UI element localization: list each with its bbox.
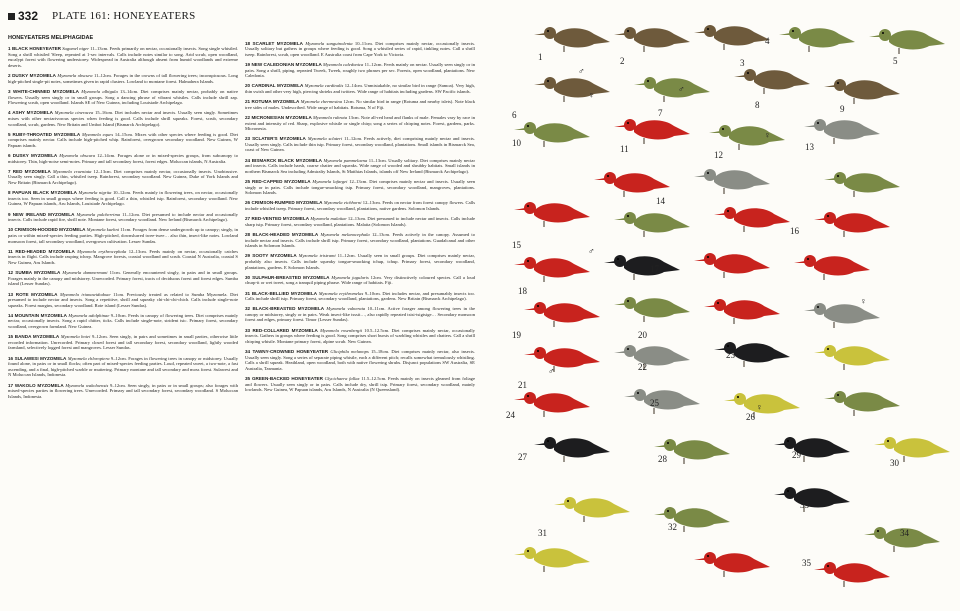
species-latin-name: Myzomela sanguinolenta — [303, 40, 355, 46]
plate-number-label: 24 — [506, 410, 515, 420]
species-description: 13–14cm. Diet comprises mainly nectar, probably on native flowers. Usually seen singly or in small groups. Song a dancing phrase of vibrant whistles. Calls include shrill zap. Flowering scrub, open woodland. Islands SE of New Guinea, including Louisiade Archipelago. — [8, 88, 238, 106]
species-latin-name: Myzomela kuehni — [85, 227, 121, 233]
bird-illustration — [774, 437, 850, 462]
bird-illustration — [814, 345, 890, 370]
species-entry — [8, 356, 238, 378]
species-name: 23 SCLATER'S MYZOMELA — [245, 136, 306, 142]
species-entry — [8, 334, 238, 351]
species-name: 32 BLACK-BREASTED MYZOMELA — [245, 306, 325, 312]
species-latin-name: Myzomela albigula — [78, 88, 121, 94]
species-description: 12–13cm. Feeds actively in the canopy. Assumed to include nectar and insects. Calls include shrill tsip. Primary forest, secondary woodland, plantations. Guadalcanal and other islands in Solomon Islands. — [245, 231, 476, 249]
species-name: 29 SOOTY MYZOMELA — [245, 253, 297, 259]
species-latin-name: Myzomela nigrita — [76, 190, 113, 196]
species-name: 10 CRIMSON-HOODED MYZOMELA — [8, 227, 86, 233]
plate-number-label: 31 — [538, 528, 547, 538]
species-name: 4 ASHY MYZOMELA — [8, 110, 53, 116]
species-latin-name: Myzomela tristrami — [296, 253, 338, 259]
species-description: 15–16cm. Diet includes nectar and insects. Usually seen singly. Sometimes mixes with other nectarivorous species when feeding is good. Calls include shrill squeaks. Forest, scrub, secondary woodland, scrub, gardens. New Britain and Umboi Island (Bismarck Archipelago). — [8, 110, 239, 127]
female-symbol: ♀ — [588, 90, 595, 100]
plate-number-label: 14 — [656, 196, 665, 206]
species-name: 21 ROTUMA MYZOMELA — [245, 99, 300, 105]
bird-illustration — [614, 212, 690, 237]
species-latin-name: Myzomela rosenbergii — [317, 327, 365, 333]
species-name: 15 BANDA MYZOMELA — [8, 334, 60, 340]
bird-plate-illustration — [500, 8, 952, 606]
species-entry — [245, 232, 475, 249]
species-latin-name: Myzomela melanocephala — [318, 231, 372, 237]
species-latin-name: Myzomela pulcherrima — [74, 211, 123, 217]
plate-number-label: 32 — [668, 522, 677, 532]
species-entry — [8, 227, 238, 244]
plate-number-label: 8 — [755, 100, 760, 110]
bird-illustration — [814, 212, 890, 237]
bird-illustration — [824, 172, 900, 197]
species-description: 12–13cm. Feeds mainly on nectar, occasionally catches insects in flight. Calls include rasping tchrrp. Mangrove forests, coastal woodland and scrub. Coastal N Australia, coastal S New Guinea, Aru Islands. — [8, 248, 238, 265]
species-entry — [8, 153, 238, 164]
bird-illustration — [704, 299, 780, 324]
species-list-right — [245, 41, 475, 393]
bird-illustration — [514, 392, 590, 417]
species-entry — [245, 291, 475, 302]
bird-illustration — [514, 122, 590, 147]
species-description: 11–12cm. Feeds mainly on nectar. Usually seen singly or in pairs. Song a shrill, piping, repeated Tweek, Tweek, roughly two phrases per sec. Forests, open woodland, plantations. New Caledonia. — [245, 61, 475, 79]
species-latin-name: Myzomela vulnerata — [324, 306, 368, 312]
species-name: 13 ROTE MYZOMELA — [8, 291, 58, 297]
species-entry — [8, 249, 238, 266]
bird-illustration — [554, 497, 630, 522]
species-entry — [8, 313, 238, 330]
bird-illustration — [824, 391, 900, 416]
species-entry — [245, 376, 475, 393]
species-name: 35 GREEN-BACKED HONEYEATER — [245, 376, 323, 381]
species-latin-name: Myzomela boiei — [59, 334, 92, 340]
species-description: 11–12cm. Diet presumed to include nectar and occasionally insects. Calls include rapid fire, shrill note. Montane forest, secondary woodland. New Ireland (Bismarck Archipelago). — [8, 211, 238, 223]
species-latin-name: Myzomela rubrata — [311, 114, 349, 120]
species-entry — [245, 179, 475, 196]
bird-illustration — [614, 27, 690, 52]
bird-illustration — [694, 253, 770, 278]
species-description: 12–14cm. Forages alone or in mixed-species groups, from subcanopy to midstorey. Thin, high-noise semi-notes. Primary and tall secondary forest, forest edges. Moluccan islands, N Australia. — [8, 153, 238, 164]
plate-number-label: 7 — [658, 108, 663, 118]
species-latin-name: Myzomela cineracea — [52, 110, 95, 116]
page-marker-square — [8, 13, 15, 20]
species-name: 18 SCARLET MYZOMELA — [245, 40, 303, 46]
species-name: 17 WAKOLO MYZOMELA — [8, 382, 64, 388]
species-latin-name: Gliciphila melanops — [328, 349, 371, 355]
species-latin-name: Myzomela chloroptera — [66, 355, 111, 361]
species-entry — [245, 62, 475, 79]
species-description: 11–12cm. Usually seen in small groups. Diet comprises mainly nectar, probably also insects. Calls include squeaky tongue-smacking tchup, tchup. Primary forest, secondary woodland, plantations, gardens. E Solomon Islands. — [245, 253, 475, 270]
plate-number-label: 12 — [714, 150, 723, 160]
plate-number-label: 1 — [538, 52, 543, 62]
species-description: 12cm. No similar bird in range (Rotuma and nearby islets). Note black tree sides of males. Undescribed. Wide range of habitats. Rotuma, N of Fiji. — [245, 99, 475, 110]
plate-number-label: 6 — [512, 110, 517, 120]
plate-number-label: 16 — [790, 226, 799, 236]
species-entry — [245, 275, 475, 286]
bird-illustration — [514, 202, 590, 227]
species-name: 1 BLACK HONEYEATER — [8, 46, 61, 52]
plate-number-label: 28 — [658, 454, 667, 464]
bird-illustration — [814, 562, 890, 587]
male-symbol: ♂ — [548, 366, 555, 376]
bird-illustration — [614, 297, 690, 322]
plate-number-label: 30 — [890, 458, 899, 468]
species-description: 12cm. Very distinctively coloured species. Call a loud churp-it or wet tweet, song a tranquil piping phrase. Wide range of habitats. Fiji. — [245, 274, 475, 286]
species-name: 5 RUBY-THROATED MYZOMELA — [8, 131, 81, 137]
plate-number-label: 27 — [518, 452, 527, 462]
family-heading: HONEYEATERS MELIPHAGIDAE — [8, 35, 94, 41]
bird-illustration — [804, 119, 880, 144]
species-entry — [8, 73, 238, 84]
species-description: 9–12cm. Seen singly, in pairs or in small groups; also forages with mixed-species parties in flowering trees. Unrecorded. Primary and tall secondary forest, secondary woodland. S Moluccan Islands, Indonesia. — [8, 382, 238, 399]
plate-number-label: 10 — [512, 138, 521, 148]
species-description: 9–10cm. Feeds in canopy of flowering trees. Diet comprises mainly nectar, occasionally insects. Song a rapid chitter, ticks. Calls include single-note, strident tsic. Primary forest, secondary woodland, overgrown farmland. New Guinea. — [8, 312, 239, 330]
species-entry — [245, 115, 475, 132]
species-latin-name: Myzomela dammermani — [60, 270, 110, 276]
species-entry — [245, 216, 475, 227]
plate-number-label: 4 — [765, 36, 770, 46]
species-description: 9–12cm. Forages in flowering trees in canopy or midstorey. Usually found alone, in pairs or in small flocks; often part of mixed-species feeding parties. Loud, repeated sweet, a two-note, a fast ascending, and a final, high-pitched warble or muttering. Primary montane and tall secondary and moss forest. Sulawesi and N Moluccan Islands, Indonesia. — [8, 355, 238, 378]
species-name: 34 TAWNY-CROWNED HONEYEATER — [245, 349, 329, 355]
species-latin-name: Myzomela pammelaena — [321, 157, 369, 163]
species-name: 2 DUSKY MYZOMELA — [8, 73, 56, 79]
male-symbol: ♂ — [578, 66, 585, 76]
bird-illustration — [709, 125, 785, 150]
species-description: 11cm. Previously treated as related to Sumba Myzomela. Diet presumed to include nectar and insects. Song a repetitive, shrill and squeaky chi-chi-chi-chich. Calls include single-note squeaks. Forest margins, secondary woodland. Rote island (Lesser Sundas). — [8, 291, 238, 308]
plate-number-label: 20 — [638, 330, 647, 340]
bird-illustration — [874, 437, 950, 462]
bird-illustration — [804, 303, 880, 328]
species-description: 11.5–12.5cm. Feeds mainly on insects gleaned from foliage and flowers. Usually seen singly or in pairs. Calls include dry, shrill tsip. Primary forest, secondary woodland, mainly lowlands. New Guinea, W Papuan islands, Aru Islands, N Australia (N Queensland). — [245, 376, 476, 393]
bird-illustration — [694, 169, 770, 194]
bird-illustration — [514, 547, 590, 572]
species-entry — [8, 212, 238, 223]
species-description: 11–13cm. Usually solitary. Diet comprises mainly nectar and insects. Calls include harsh, coarse chatter and squeaks. Wide range of wooded and shrubby habitats. Small islands in northern Bismarck Sea including Admiralty Islands, St Matthias Islands, islands off New Ireland (Bismarck Archipelago). — [245, 157, 475, 174]
species-entry — [8, 46, 238, 68]
bird-illustration — [624, 389, 700, 414]
plate-number-label: 9 — [840, 104, 845, 114]
male-symbol: ♂ — [588, 246, 595, 256]
species-description: 14–15cm. Mixes with other species where feeding is good. Diet comprises mainly nectar. Calls include high-pitched whip. Rainforest, overgrown secondary woodland. New Guinea, W Papuan islands. — [8, 131, 238, 148]
species-description: 12–13cm. Diet presumed to include nectar and insects. Calls include sharp tsip. Primary forest, secondary woodland, plantations. Malaita (Solomon Islands). — [245, 216, 475, 227]
species-description: 11cm. Generally encountered singly, in pairs and in small groups. Forages mainly in the canopy and midstorey. Unrecorded. Primary forest, tracts of deciduous forest and forest edges. Sumba island (Lesser Sundas). — [8, 270, 238, 287]
text-column-left — [8, 36, 238, 403]
species-latin-name: Myzomela cruentata — [50, 168, 94, 174]
plate-number-label: 22 — [638, 362, 647, 372]
species-description: 12–13cm. Feeds on nectar from forest canopy flowers. Calls include whistled tseep. Primary forest, secondary woodland, plantations, native gardens. Solomon Islands. — [245, 200, 475, 211]
species-entry — [245, 306, 475, 323]
bird-illustration — [594, 172, 670, 197]
female-symbol: ♀ — [756, 402, 763, 412]
species-name: 7 RED MYZOMELA — [8, 168, 51, 174]
species-entry — [8, 383, 238, 400]
species-description: 11–12cm. Feeds actively, diet comprising mainly nectar and insects. Usually seen singly. Calls include thin tsip. Primary forest, secondary woodland, plantations. Small islands in Bismarck Sea, coast of New Guinea. — [245, 136, 475, 153]
species-latin-name: Myzomela chermesina — [299, 99, 344, 105]
bird-illustration — [534, 437, 610, 462]
plate-number-label: 21 — [518, 380, 527, 390]
species-name: 22 MICRONESIAN MYZOMELA — [245, 114, 312, 120]
species-description: 12–14cm. Unmistakable, no similar bird in range (Samoa). Very high, thin swish and other very high, piercing shrieks and twitters. Wide range of habitats including gardens. SW Pacific islands. — [245, 83, 475, 94]
plate-number-label: 23 — [726, 350, 735, 360]
species-description: 9–12cm. Seen singly, in pairs and sometimes in small parties, otherwise little recorded information. Unrecorded. Primary closed forest and tall secondary forest, secondary woodland, lightly wooded farmland, selectively logged forest and mangroves. Lesser Sundas. — [8, 334, 239, 351]
species-name: 8 PAPUAN BLACK MYZOMELA — [8, 190, 77, 196]
species-entry — [8, 292, 238, 309]
species-entry — [8, 132, 238, 149]
species-name: 19 NEW CALEDONIAN MYZOMELA — [245, 61, 322, 67]
plate-number-label: 35 — [802, 558, 811, 568]
species-description: 11–12cm. Forages in the crowns of tall flowering trees; inconspicuous. Long high-pitched single-pit notes, sometimes given in rapid clusters. Lowland to montane forest. Halmahera Islands. — [8, 73, 238, 84]
species-description: 13cm. Note all-red head and flanks of male. Females vary by race in extent and intensity of red. Sharp, explosive whistle or single chirp; song a series of chirping notes. Forest, gardens, parks. Micronesia. — [245, 114, 475, 132]
plate-number-label: 15 — [512, 240, 521, 250]
species-latin-name: Myzomela eques — [80, 131, 115, 137]
species-name: 24 BISMARCK BLACK MYZOMELA — [245, 157, 322, 163]
plate-number-label: 3 — [740, 58, 745, 68]
species-name: 25 RED-CAPPED MYZOMELA — [245, 179, 311, 185]
species-entry — [245, 136, 475, 153]
species-latin-name: Myzomela adolphinae — [66, 312, 111, 318]
bird-illustration — [694, 552, 770, 577]
species-latin-name: Glycichaera fallax — [322, 376, 362, 381]
plate-number-label: 33 — [800, 500, 809, 510]
male-symbol: ♂ — [678, 84, 685, 94]
bird-illustration — [534, 27, 610, 52]
species-description: 11cm. Forages from dense undergrowth up to canopy; singly, in pairs or within mixed-species feeding parties. High-pitched, downslurred twee-twee… also thin, insect-like notes. Lowland monsoon forest, tall secondary woodland, overgrown cultivation. Lesser Sundas. — [8, 227, 238, 244]
species-name: 11 RED-HEADED MYZOMELA — [8, 248, 75, 254]
species-latin-name: Myzomela malaitae — [309, 216, 348, 222]
species-name: 6 DUSKY MYZOMELA — [8, 153, 58, 159]
bird-illustration — [824, 79, 900, 104]
species-description: 10–12cm. Feeds mainly in flowering trees, on nectar, occasionally insects too. Seen in small groups where feeding is good. Call a thin, whistled tsip. Rainforest, secondary woodland. New Guinea, W Papuan islands, Aru Islands, Louisiade Archipelago. — [8, 190, 238, 207]
species-entry — [8, 169, 238, 186]
bird-illustration — [534, 77, 610, 102]
bird-illustration — [869, 29, 945, 54]
species-name: 31 BLACK-BELLIED MYZOMELA — [245, 290, 318, 296]
bird-illustration — [694, 25, 770, 50]
species-name: 14 MOUNTAIN MYZOMELA — [8, 312, 67, 318]
species-list-left — [8, 46, 238, 399]
page-header — [8, 6, 196, 26]
species-name: 26 CRIMSON-RUMPED MYZOMELA — [245, 200, 323, 206]
plate-number-label: 29 — [792, 450, 801, 460]
bird-illustration — [604, 255, 680, 280]
species-entry — [245, 99, 475, 110]
plate-number-label: 17 — [650, 264, 659, 274]
bird-illustration — [524, 347, 600, 372]
female-symbol: ♀ — [860, 296, 867, 306]
plate-number-label: 2 — [620, 56, 625, 66]
species-latin-name: Myzomela erythromelas — [317, 290, 365, 296]
bird-illustration — [794, 255, 870, 280]
species-entry — [245, 349, 475, 371]
species-entry — [8, 190, 238, 207]
species-latin-name: Myzomela eichhorni — [322, 200, 363, 206]
species-entry — [245, 158, 475, 175]
plate-number-label: 34 — [900, 528, 909, 538]
text-column-right — [245, 36, 475, 396]
species-latin-name: Myzomela irianawidodoae — [57, 291, 114, 297]
species-description: 15–18cm. Diet comprises mainly nectar, also insects. Usually seen singly. Song a series of separate piping whistle, each a different pitch; recalls somewhat tremulously whistling. Calls a shrill squeak. Heathland, open woodland, both with native flowering shrubs. Disjunct populations SW Australia, SE Australia, Tasmania. — [245, 349, 475, 371]
species-entry — [8, 270, 238, 287]
species-latin-name: Myzomela obscura — [55, 73, 94, 79]
plate-title: PLATE 161: HONEYEATERS — [52, 10, 196, 22]
plate-number-label: 19 — [512, 330, 521, 340]
species-description: 10–11cm. Diet comprises mainly nectar, occasionally insects. Usually solitary but gathers in groups where feeding is good. Song a whistled series of rapid, tinkling notes. Call a shrill tseep. Rainforest, scrub, open woodland. E Australia coast from Cape York to Victoria. — [245, 40, 476, 57]
species-description: 9–10cm. Diet includes nectar, and presumably insects too. Calls include shrill tsip. Primary forest, secondary woodland, plantations, gardens. New Britain (Bismarck Archipelago). — [245, 290, 475, 302]
species-name: 20 CARDINAL MYZOMELA — [245, 83, 304, 89]
species-entry — [245, 253, 475, 270]
plate-number-label: 13 — [805, 142, 814, 152]
species-latin-name: Myzomela jugularis — [329, 274, 371, 280]
bird-illustration — [524, 302, 600, 327]
species-latin-name: Myzomela caledonica — [321, 61, 365, 67]
bird-illustration — [779, 27, 855, 52]
species-entry — [8, 89, 238, 106]
species-latin-name: Sugomel niger — [60, 46, 91, 52]
plate-number-label: 18 — [518, 286, 527, 296]
plate-number-label: 11 — [620, 144, 629, 154]
species-description: 11–13cm. Feeds primarily on nectar, occasionally insects. Song single whistled. Song a shrill whistled 'Sleep, repeated at 1-sec intervals. Calls include notes similar to song. Arid scrub, open woodland, eucalypt forest with flowering understorey. Widespread in Australia although absent from humid woodlands and extreme deserts. — [8, 46, 238, 68]
species-name: 33 RED-COLLARED MYZOMELA — [245, 327, 318, 333]
bird-illustration — [514, 257, 590, 282]
species-description: 10–11cm. Active forager among flowering trees in the canopy or midstorey, singly or in pairs. Weak insect-like tsssit…, also rapidly repeated tsisi-tsigtsige… Secondary monsoon forest and edges, primary forest. Timor (Lesser Sundas). — [245, 306, 475, 323]
species-name: 30 SULPHUR-BREASTED MYZOMELA — [245, 274, 330, 280]
species-latin-name: Myzomela obscura — [57, 153, 98, 159]
bird-illustration — [654, 507, 730, 532]
plate-number-label: 5 — [893, 56, 898, 66]
species-name: 28 BLACK-HEADED MYZOMELA — [245, 231, 319, 237]
plate-number-label: 26 — [746, 412, 755, 422]
species-entry — [8, 110, 238, 127]
page-number: 332 — [18, 9, 39, 23]
bird-illustration — [734, 69, 810, 94]
species-name: 16 SULAWESI MYZOMELA — [8, 355, 67, 361]
female-symbol: ♀ — [764, 130, 771, 140]
species-latin-name: Myzomela erythrocephala — [74, 248, 129, 254]
species-description: 12–13cm. Diet comprises mainly nectar, occasionally insects. Unobtrusive. Usually seen singly. Call a thin, whistled tseep. Rainforest, secondary woodland. New Guinea, Duke of York Islands and New Britain (Bismarck Archipelago). — [8, 168, 239, 186]
species-description: 12–13cm. Diet comprises mainly nectar and insects. Usually seen singly or in pairs. Calls include tongue-smacking tsip. Primary forest, secondary woodland, mangroves, plantations. Solomon Islands. — [245, 179, 475, 196]
species-name: 27 RED-VENTED MYZOMELA — [245, 216, 310, 222]
species-latin-name: Myzomela cardinalis — [303, 83, 345, 89]
species-description: 10.5–12.5cm. Diet comprises mainly nectar, occasionally insects. Gathers in groups where feeding is good. Song comprises short bursts of warbling whistles and chatters. Call a shrill chirping whistle. Montane primary forest, alpine scrub. New Guinea. — [245, 327, 475, 344]
species-latin-name: Myzomela lafargei — [310, 179, 350, 185]
bird-illustration — [614, 119, 690, 144]
species-entry — [245, 328, 475, 345]
species-latin-name: Myzomela wakoloensis — [63, 382, 110, 388]
species-name: 3 WHITE-CHINNED MYZOMELA — [8, 88, 79, 94]
plate-number-label: 25 — [650, 398, 659, 408]
species-name: 9 NEW IRELAND MYZOMELA — [8, 211, 75, 217]
species-name: 12 SUMBA MYZOMELA — [8, 270, 61, 276]
bird-illustration — [614, 345, 690, 370]
species-entry — [245, 83, 475, 94]
species-entry — [245, 41, 475, 58]
species-latin-name: Myzomela sclateri — [305, 136, 345, 142]
bird-illustration — [774, 487, 850, 512]
bird-illustration — [634, 77, 710, 102]
species-entry — [245, 200, 475, 211]
bird-illustration — [714, 207, 790, 232]
